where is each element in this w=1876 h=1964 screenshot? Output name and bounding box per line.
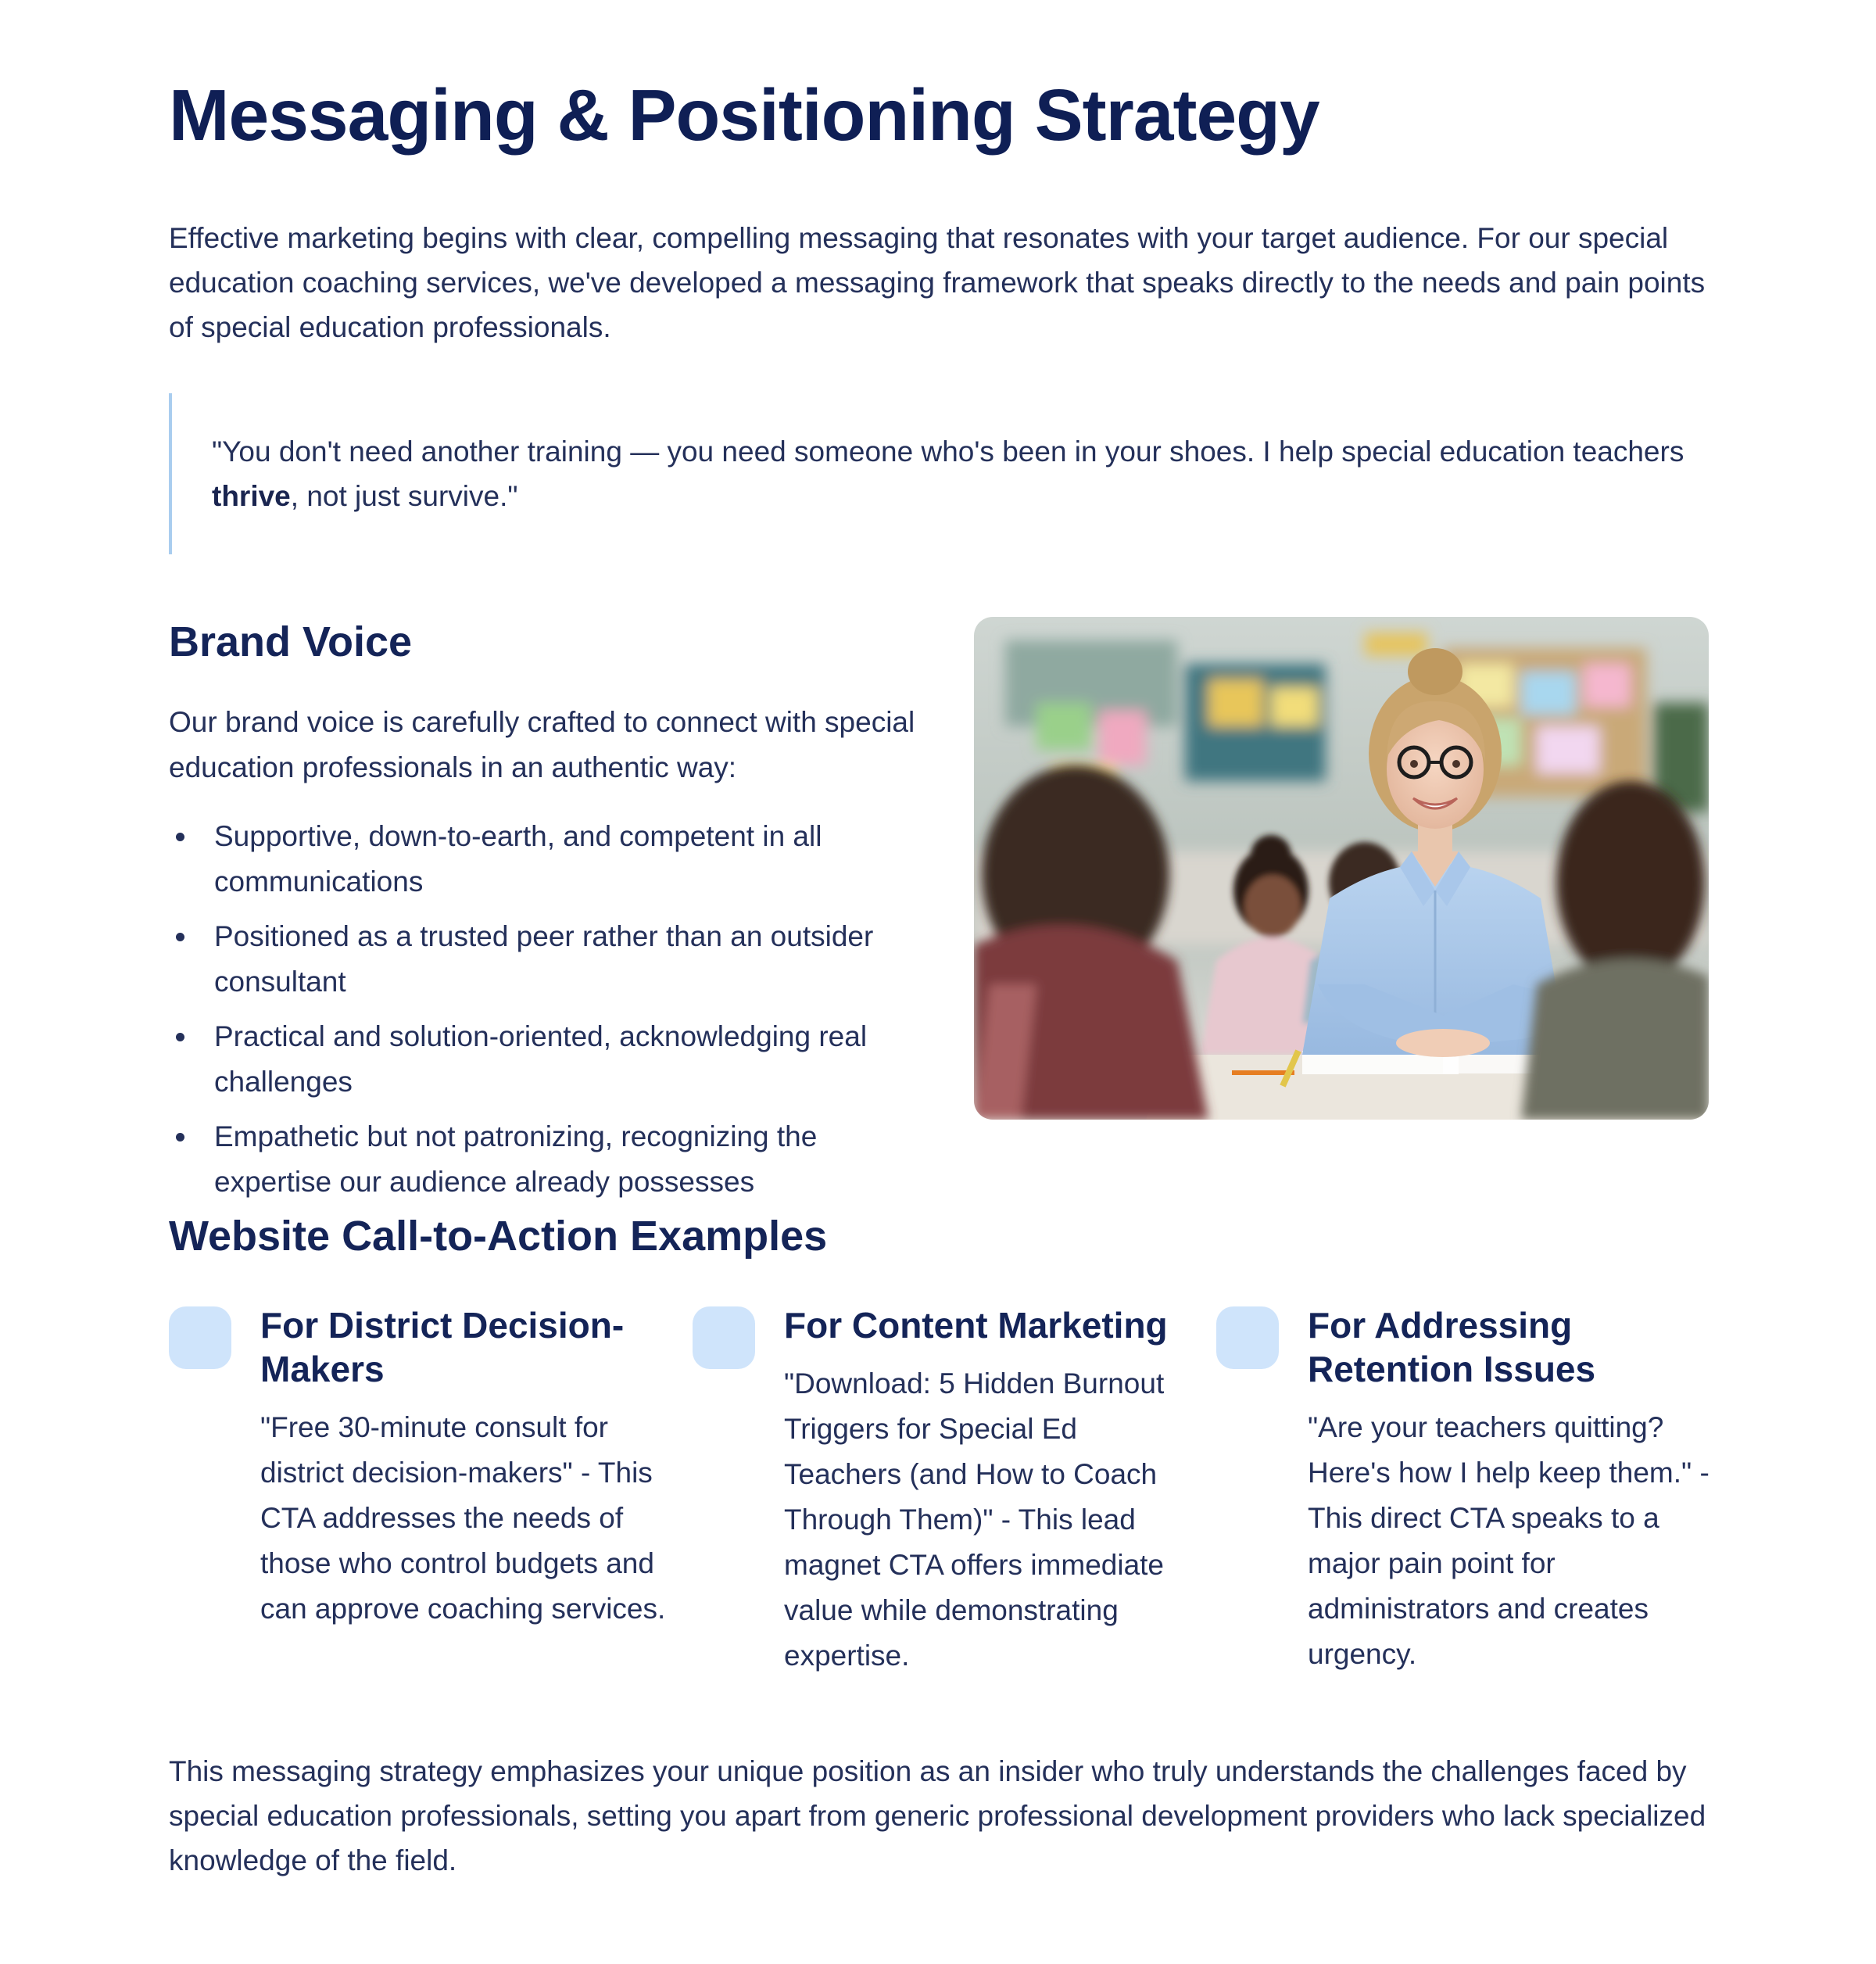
brand-voice-intro: Our brand voice is carefully crafted to connect with special education professionals in an authentic way: [169,706,915,784]
cta-card-text: "Download: 5 Hidden Burnout Triggers for Special Ed Teachers (and How to Coach Through Them)" - This lead magnet CTA offers immediate value while demonstrating expertise. [784,1367,1165,1672]
bullet-icon [176,1033,184,1041]
list-item-text: Empathetic but not patronizing, recognizing the expertise our audience already possesses [214,1120,818,1199]
positioning-quote [169,393,1707,554]
classroom-photo [974,617,1709,1120]
cta-card-text: "Free 30-minute consult for district decision-makers" - This CTA addresses the needs of those who control budgets and can approve coaching services. [260,1411,666,1625]
list-item [169,1014,919,1105]
list-item [169,1114,919,1205]
cta-card-heading: For Content Marketing [784,1305,1168,1346]
cta-cards [169,1303,1710,1718]
quote-text-start: "You don't need another training — you need someone who's been in your shoes. I help special education teachers [212,435,1684,468]
cta-icon [1216,1306,1279,1369]
bullet-icon [176,833,184,841]
brand-voice-text [169,617,919,1215]
cta-icon [169,1306,231,1369]
quote-emphasis: thrive [212,479,291,512]
list-item-text: Positioned as a trusted peer rather than an outsider consultant [214,920,874,998]
cta-section-heading: Website Call-to-Action Examples [169,1212,828,1260]
list-item-text: Practical and solution-oriented, acknowledging real challenges [214,1020,868,1098]
quote-text-end: , not just survive." [290,479,518,512]
list-item [169,914,919,1005]
cta-card-retention [1216,1303,1717,1677]
bullet-icon [176,1133,184,1141]
list-item-text: Supportive, down-to-earth, and competent in all communications [214,820,822,898]
bullet-icon [176,933,184,941]
brand-voice-heading: Brand Voice [169,618,413,665]
cta-card-heading: For District Decision-Makers [260,1305,625,1390]
closing-paragraph: This messaging strategy emphasizes your unique position as an insider who truly understands the challenges faced by special education professionals, setting you apart from generic professional development providers who lack specialized knowledge of the field. [169,1755,1706,1877]
brand-voice-section [169,617,1707,1211]
cta-card-heading: For Addressing Retention Issues [1308,1305,1596,1390]
page-title: Messaging & Positioning Strategy [169,74,1319,156]
cta-card-text: "Are your teachers quitting? Here's how I help keep them." - This direct CTA speaks to a major pain point for administrators and creates urgency. [1308,1411,1710,1671]
intro-paragraph: Effective marketing begins with clear, compelling messaging that resonates with your target audience. For our special education coaching services, we've developed a messaging framework that speaks directly to the needs and pain points of special education professionals. [169,221,1706,343]
cta-icon [693,1306,755,1369]
cta-card-district [169,1303,669,1632]
classroom-teacher-image [974,617,1709,1120]
brand-voice-list [169,814,919,1205]
list-item [169,814,919,905]
cta-card-content-marketing [693,1303,1193,1679]
